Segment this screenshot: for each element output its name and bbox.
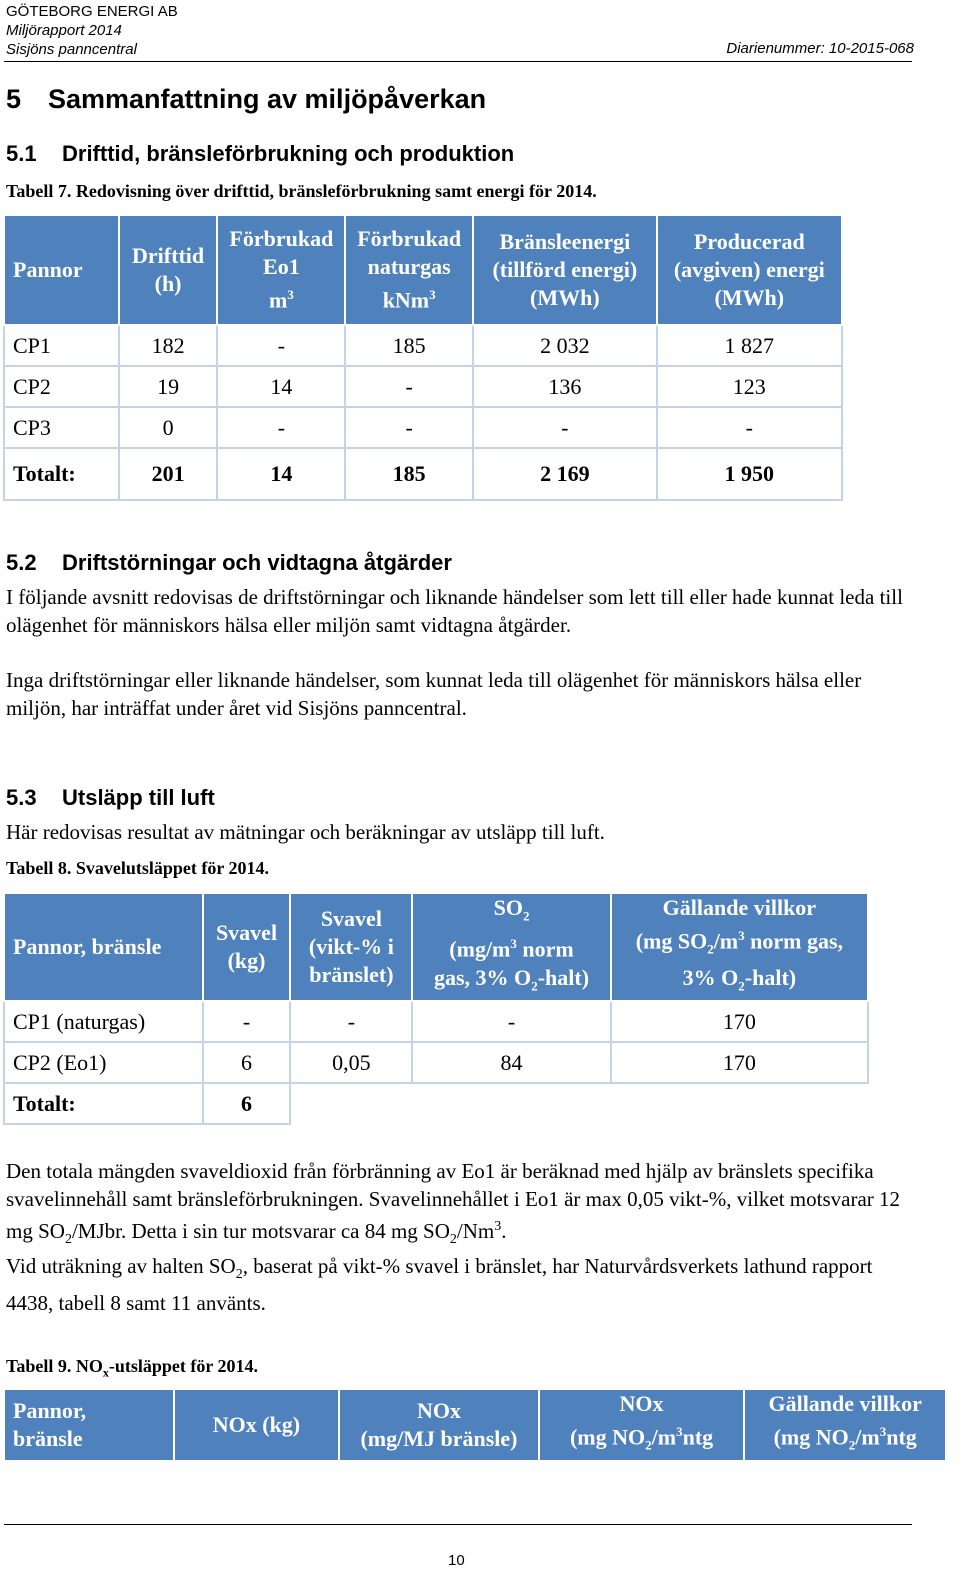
table-row bbox=[4, 1042, 868, 1083]
section-number: 5.3 bbox=[6, 785, 37, 810]
table-header-row bbox=[4, 215, 842, 325]
cell: 136 bbox=[473, 366, 657, 407]
table-total-row bbox=[4, 448, 842, 500]
header-rule bbox=[4, 61, 912, 62]
col-pannor-bransle: Pannor, bränsle bbox=[4, 1389, 174, 1461]
cell: CP1 (naturgas) bbox=[4, 1001, 203, 1042]
cell: - bbox=[203, 1001, 291, 1042]
table-row bbox=[4, 1001, 868, 1042]
cell: 14 bbox=[217, 448, 345, 500]
table-row bbox=[4, 366, 842, 407]
col-svavel-kg: Svavel (kg) bbox=[203, 893, 291, 1001]
empty-cell bbox=[412, 1083, 610, 1124]
cell: 14 bbox=[217, 366, 345, 407]
section-title: Driftstörningar och vidtagna åtgärder bbox=[62, 550, 452, 575]
cell: 185 bbox=[345, 448, 473, 500]
table-8-caption: Tabell 8. Svavelutsläppet för 2014. bbox=[6, 858, 270, 878]
col-pannor: Pannor bbox=[4, 215, 119, 325]
cell: CP2 (Eo1) bbox=[4, 1042, 203, 1083]
section-number: 5.2 bbox=[6, 550, 37, 575]
report-title: Miljörapport 2014 bbox=[6, 22, 122, 39]
paragraph: I följande avsnitt redovisas de driftstörningar och liknande händelser som lett till eller hade kunnat leda till olägenhet för människors hälsa eller miljön samt vidtagna åtgärder. bbox=[6, 585, 903, 637]
cell: - bbox=[290, 1001, 412, 1042]
col-nox-kg: NOx (kg) bbox=[174, 1389, 340, 1461]
section-5-2-heading bbox=[6, 550, 452, 576]
col-gallande-villkor: Gällande villkor (mg $NO_2/m^3ntg$ bbox=[744, 1389, 946, 1461]
cell: 2 032 bbox=[473, 325, 657, 366]
cell: - bbox=[412, 1001, 610, 1042]
cell: 6 bbox=[203, 1083, 291, 1124]
section-5-1-heading bbox=[6, 141, 514, 167]
col-drifttid: Drifttid (h) bbox=[119, 215, 218, 325]
paragraph: Här redovisas resultat av mätningar och beräkningar av utsläpp till luft. bbox=[6, 820, 605, 844]
section-number: 5 bbox=[6, 84, 22, 114]
cell: 1 950 bbox=[657, 448, 842, 500]
table-row bbox=[4, 325, 842, 366]
table-7 bbox=[3, 214, 843, 501]
page-number: 10 bbox=[448, 1552, 465, 1569]
section-title: Drifttid, bränsleförbrukning och produktion bbox=[62, 141, 515, 166]
cell: CP2 bbox=[4, 366, 119, 407]
table-9 bbox=[3, 1388, 947, 1462]
cell: 0,05 bbox=[290, 1042, 412, 1083]
table-8 bbox=[3, 892, 869, 1125]
col-gallande-villkor: Gällande villkor (mg $SO_2/m^3$ norm gas, 3% $O_2-halt$) bbox=[611, 893, 868, 1001]
table-row bbox=[4, 407, 842, 448]
cell: - bbox=[345, 366, 473, 407]
paragraph: Inga driftstörningar eller liknande händelser, som kunnat leda till olägenhet för människors hälsa eller miljön, har inträffat under året vid Sisjöns panncentral. bbox=[6, 668, 862, 720]
cell: - bbox=[217, 407, 345, 448]
company-name: GÖTEBORG ENERGI AB bbox=[6, 3, 178, 20]
cell: 1 827 bbox=[657, 325, 842, 366]
section-title: Sammanfattning av miljöpåverkan bbox=[48, 84, 487, 114]
col-eo1: Förbrukad Eo1 $m^3$ bbox=[217, 215, 345, 325]
cell: 84 bbox=[412, 1042, 610, 1083]
cell: 19 bbox=[119, 366, 218, 407]
section-number: 5.1 bbox=[6, 141, 37, 166]
site-name: Sisjöns panncentral bbox=[6, 41, 137, 58]
col-pannor-bransle: Pannor, bränsle bbox=[4, 893, 203, 1001]
table-total-row bbox=[4, 1083, 868, 1124]
cell: 2 169 bbox=[473, 448, 657, 500]
cell: - bbox=[473, 407, 657, 448]
cell: 185 bbox=[345, 325, 473, 366]
col-producerad-energi: Producerad (avgiven) energi (MWh) bbox=[657, 215, 842, 325]
cell: 123 bbox=[657, 366, 842, 407]
cell: CP3 bbox=[4, 407, 119, 448]
section-title: Utsläpp till luft bbox=[62, 785, 215, 810]
col-bransleenergi: Bränsleenergi (tillförd energi) (MWh) bbox=[473, 215, 657, 325]
col-naturgas: Förbrukad naturgas kNm$^3$ bbox=[345, 215, 473, 325]
cell: - bbox=[345, 407, 473, 448]
diarie-number: Diarienummer: 10-2015-068 bbox=[726, 40, 914, 57]
cell: 170 bbox=[611, 1001, 868, 1042]
paragraph-calc: Vid uträkning av halten $SO_2$, baserat på vikt-% svavel i bränslet, har Naturvårdsverkets lathund rapport 4438, tabell 8 samt 11 använts. bbox=[6, 1254, 873, 1316]
cell: 182 bbox=[119, 325, 218, 366]
section-5-heading bbox=[6, 84, 486, 115]
empty-cell bbox=[290, 1083, 412, 1124]
col-so2: $SO_2$ ($mg/m^3$ norm gas, 3% $O_2-halt$) bbox=[412, 893, 610, 1001]
col-nox-mj: NOx (mg/MJ bränsle) bbox=[339, 1389, 539, 1461]
footer-rule bbox=[4, 1524, 912, 1525]
cell: 170 bbox=[611, 1042, 868, 1083]
table-7-caption: Tabell 7. Redovisning över drifttid, bränsleförbrukning samt energi för 2014. bbox=[6, 181, 597, 201]
cell: Totalt: bbox=[4, 1083, 203, 1124]
cell: 0 bbox=[119, 407, 218, 448]
table-9-caption: Tabell 9. $NO_x$-utsläppet för 2014. bbox=[6, 1356, 259, 1380]
section-5-3-heading bbox=[6, 785, 215, 811]
cell: - bbox=[657, 407, 842, 448]
empty-cell bbox=[611, 1083, 868, 1124]
cell: - bbox=[217, 325, 345, 366]
cell: Totalt: bbox=[4, 448, 119, 500]
paragraph-so2: Den totala mängden svaveldioxid från förbränning av Eo1 är beräknad med hjälp av bränslets specifika svavelinnehåll samt bränsleförbrukningen. Svavelinnehållet i Eo1 är max 0,05 vikt-%, vilket motsvarar 12 mg $SO_2$/MJbr. Detta i sin tur motsvarar ca 84 mg $SO_2/Nm^3$. bbox=[6, 1159, 901, 1248]
cell: 6 bbox=[203, 1042, 291, 1083]
col-nox-m3: NOx (mg $NO_2/m^3ntg$ bbox=[539, 1389, 745, 1461]
cell: 201 bbox=[119, 448, 218, 500]
table-header-row bbox=[4, 893, 868, 1001]
table-header-row bbox=[4, 1389, 946, 1461]
col-svavel-vikt: Svavel (vikt-% i bränslet) bbox=[290, 893, 412, 1001]
cell: CP1 bbox=[4, 325, 119, 366]
